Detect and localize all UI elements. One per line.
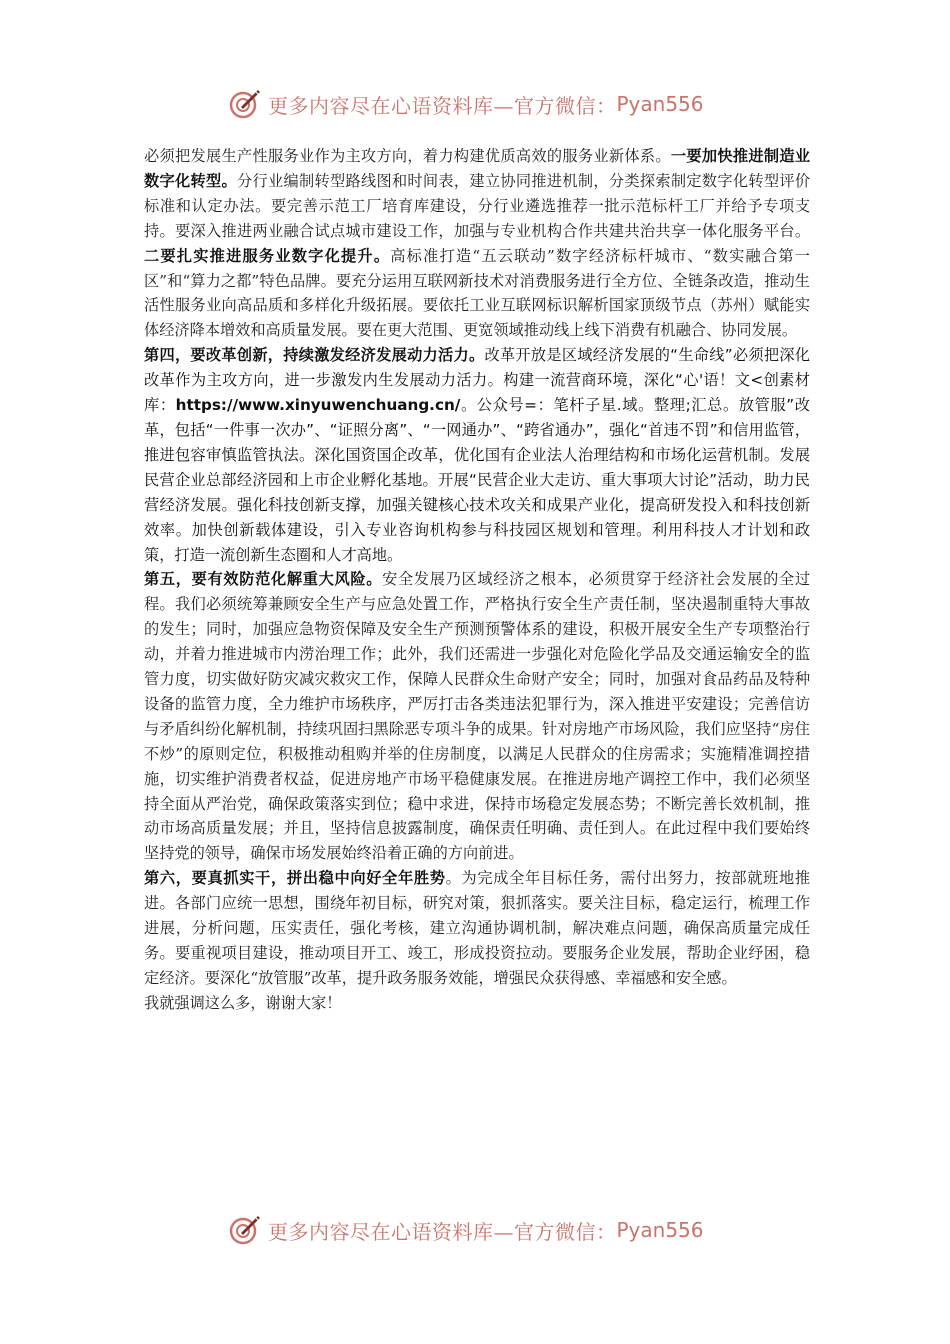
pen-logo-icon [228, 87, 262, 121]
bold-heading: 第六，要真抓实干，拼出稳中向好全年胜势 [144, 869, 446, 888]
paragraph-reform-innovation: 第四，要改革创新，持续激发经济发展动力活力。改革开放是区域经济发展的“生命线”必须把深化改革作为主攻方向，进一步激发内生发展动力活力。构建一流营商环境，深化“心'语！文<创素材库：https://www.xinyuwenchuang.cn/。公众号=：笔杆子星.域。整理;汇总。放管服”改革，包括“一件事一次办”、“证照分离”、“一网通办”、“跨省通办”，强化“首违不罚”和信用监管，推进包容审慎监管执法。深化国资国企改革，优化国有企业法人治理结构和市场化运营机制。发展民营企业总部经济园和上市企业孵化基地。开展“民营企业大走访、重大事项大讨论”活动，助力民营经济发展。强化科技创新支撑，加强关键核心技术攻关和成果产业化，提高研发投入和科技创新效率。加快创新载体建设，引入专业咨询机构参与科技园区规划和管理。利用科技人才计划和政策，打造一流创新生态圈和人才高地。 [144, 346, 810, 564]
header-banner-text: 更多内容尽在心语资料库—官方微信： [268, 93, 617, 118]
body-text [144, 144, 810, 1016]
bold-heading: 二要扎实推进服务业数字化提升。 [144, 246, 391, 265]
header-banner [228, 84, 728, 124]
pen-logo-icon [228, 1213, 262, 1247]
paragraph-risk-prevention: 第五，要有效防范化解重大风险。安全发展乃区域经济之根本，必须贯穿于经济社会发展的全过程。我们必须统筹兼顾安全生产与应急处置工作，严格执行安全生产责任制，坚决遏制重特大事故的发生；同时，加强应急物资保障及安全生产预测预警体系的建设，积极开展安全生产专项整治行动，并着力推进城市内涝治理工作；此外，我们还需进一步强化对危险化学品及交通运输安全的监管力度，切实做好防灾减灾救灾工作，保障人民群众生命财产安全；同时，加强对食品药品及特种设备的监管力度，全力维护市场秩序，严厉打击各类违法犯罪行为，深入推进平安建设；完善信访与矛盾纠纷化解机制，持续巩固扫黑除恶专项斗争的成果。针对房地产市场风险，我们应坚持“房住不炒”的原则定位，积极推动租购并举的住房制度，以满足人民群众的住房需求；实施精准调控措施，切实维护消费者权益，促进房地产市场平稳健康发展。在推进房地产调控工作中，我们必须坚持全面从严治党，确保政策落实到位；稳中求进，保持市场稳定发展态势；不断完善长效机制，推动市场高质量发展；并且，坚持信息披露制度，确保责任明确、责任到人。在此过程中我们要始终坚持党的领导，确保市场发展始终沿着正确的方向前进。 [144, 570, 811, 863]
bold-heading: 第五，要有效防范化解重大风险。 [144, 570, 383, 589]
footer-banner [228, 1210, 728, 1250]
bold-heading: 一要加快推进制造业数字化转型。 [144, 147, 811, 190]
footer-banner-text: 更多内容尽在心语资料库—官方微信： [268, 1219, 617, 1244]
source-url: https://www.xinyuwenchuang.cn/ [175, 396, 461, 415]
footer-banner-id: Pyan556 [616, 1218, 704, 1242]
paragraph-closing: 我就强调这么多，谢谢大家！ [144, 993, 342, 1012]
paragraph-hard-work: 第六，要真抓实干，拼出稳中向好全年胜势。为完成全年目标任务，需付出努力，按部就班地推进。各部门应统一思想，围绕年初目标，研究对策，狠抓落实。要关注目标，稳定运行，梳理工作进展，分析问题，压实责任，强化考核，建立沟通协调机制，解决难点问题，确保高质量完成任务。要重视项目建设，推动项目开工、竣工，形成投资拉动。要服务企业发展，帮助企业纾困，稳定经济。要深化“放管服”改革，提升政务服务效能，增强民众获得感、幸福感和安全感。 [144, 869, 811, 987]
header-banner-id: Pyan556 [616, 92, 704, 116]
paragraph-service-industry: 必须把发展生产性服务业作为主攻方向，着力构建优质高效的服务业新体系。一要加快推进制造业数字化转型。分行业编制转型路线图和时间表，建立协同推进机制，分类探索制定数字化转型评价标准和认定办法。要完善示范工厂培育库建设，分行业遴选推荐一批示范标杆工厂并给予专项支持。要深入推进两业融合试点城市建设工作，加强与专业机构合作共建共治共享一体化服务平台。二要扎实推进服务业数字化提升。高标准打造“五云联动”数字经济标杆城市、“数实融合第一区”和“算力之都”特色品牌。要充分运用互联网新技术对消费服务进行全方位、全链条改造，推动生活性服务业向高品质和多样化升级拓展。要依托工业互联网标识解析国家顶级节点（苏州）赋能实体经济降本增效和高质量发展。要在更大范围、更宽领域推动线上线下消费有机融合、协同发展。 [144, 147, 811, 340]
bold-heading: 第四，要改革创新，持续激发经济发展动力活力。 [144, 346, 485, 365]
